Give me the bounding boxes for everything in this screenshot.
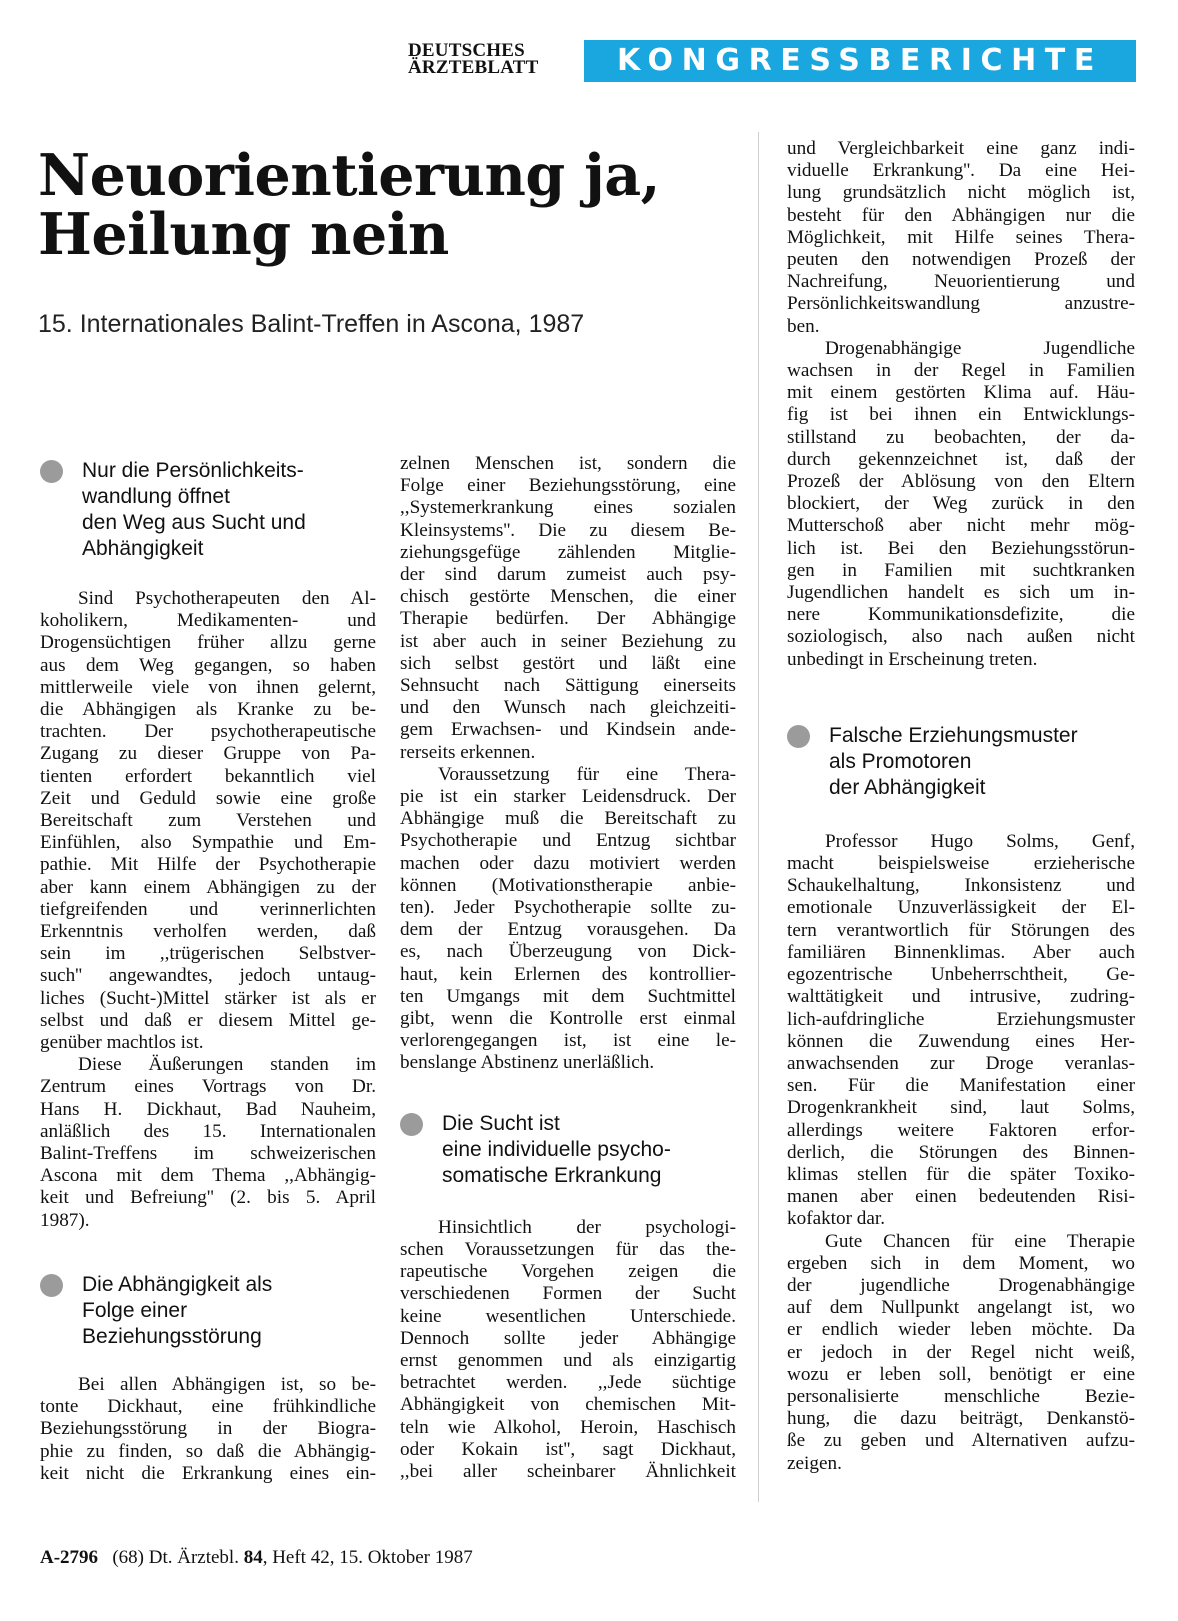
paragraph (40, 588, 376, 1232)
text-line: macht beispielsweise erzieherische (787, 853, 1135, 875)
text-line: kofaktor dar. (787, 1208, 886, 1230)
page-number: A-2796 (40, 1547, 99, 1568)
text-line: walttätigkeit und intrusive, zudring- (787, 986, 1135, 1008)
text-line: Folge einer Beziehungsstörung, eine (400, 475, 736, 497)
text-line: Drogensüchtigen früher allzu gerne (40, 632, 376, 654)
text-line: ergeben sich in dem Moment, wo (787, 1252, 1135, 1274)
text-line: Sind Psychotherapeuten den Al- (78, 588, 376, 609)
text-line: Professor Hugo Solms, Genf, (825, 830, 1135, 852)
text-line: betrachtet werden. ,,Jede süchtige (400, 1372, 736, 1394)
section-heading (40, 1272, 376, 1350)
text-line: Balint-Treffens im schweizerischen (40, 1143, 376, 1165)
bullet-dot-icon (400, 1113, 423, 1136)
text-line: zeigen. (787, 1452, 842, 1474)
text-line: haut, kein Erlernen des kontrollier- (400, 963, 736, 985)
text-line: wozu er leben soll, benötigt er eine (787, 1363, 1135, 1385)
bullet-dot-icon (40, 460, 63, 483)
heading-line: Beziehungsstörung (82, 1324, 262, 1348)
text-line: Abhängigkeit von chemischen Mit- (400, 1394, 736, 1416)
volume-number: 84 (243, 1547, 263, 1568)
paragraph (40, 1374, 376, 1485)
citation-text: (68) Dt. Ärztebl. (112, 1547, 239, 1568)
text-line: es, nach Überzeugung von Dick- (400, 941, 736, 963)
text-line: gem Erwachsen- und Kindsein ande- (400, 719, 736, 741)
text-line: tienten erfordert bekanntlich viel (40, 765, 376, 787)
text-line: und den Wunsch nach gleichzeiti- (400, 697, 736, 719)
section-heading (40, 458, 376, 562)
text-line: auf dem Nullpunkt angelangt ist, wo (787, 1297, 1135, 1319)
text-line: schen Voraussetzungen für das the- (400, 1238, 736, 1260)
text-line: genüber machtlos ist. (40, 1032, 204, 1054)
text-line: pathie. Mit Hilfe der Psychotherapie (40, 854, 376, 876)
journal-logo (408, 42, 580, 76)
text-line: trachten. Der psychotherapeutische (40, 721, 376, 743)
heading-line: Abhängigkeit (82, 537, 204, 560)
text-line: gibt, wenn die Kontrolle erst einmal (400, 1008, 736, 1030)
text-line: rerseits erkennen. (400, 741, 536, 763)
text-line: lich-aufdringliche Erziehungsmuster (787, 1008, 1135, 1030)
text-line: klimas stellen für die später Toxiko- (787, 1163, 1135, 1185)
text-line: mit einem gestörten Klima auf. Häu- (787, 382, 1135, 404)
text-line: rapeutische Vorgehen zeigen die (400, 1261, 736, 1283)
text-line: Kleinsystems''. Die zu diesem Be- (400, 519, 736, 541)
text-line: Sehnsucht nach Sättigung einerseits (400, 675, 736, 697)
column-divider (758, 132, 759, 1502)
heading-line: Die Sucht ist (442, 1111, 560, 1135)
text-line: derlich, die Störungen des Binnen- (787, 1141, 1135, 1163)
text-line: familiären Binnenklimas. Aber auch (787, 941, 1135, 963)
heading-line: somatische Erkrankung (442, 1163, 662, 1187)
text-line: Beziehungsstörung in der Biogra- (40, 1418, 376, 1440)
text-line: keit und Befreiung'' (2. bis 5. April (40, 1187, 376, 1209)
text-line: Diese Äußerungen standen im (78, 1054, 376, 1076)
text-line: Jugendlichen handelt es sich um in- (787, 582, 1135, 604)
text-line: selbst und daß er diesem Mittel ge- (40, 1009, 376, 1031)
text-line: der sind darum zumeist auch psy- (400, 564, 736, 586)
logo-line-2: ÄRZTEBLATT (408, 57, 539, 78)
text-line: keit nicht die Erkrankung eines ein- (40, 1462, 376, 1484)
issue-date: , Heft 42, 15. Oktober 1987 (262, 1547, 473, 1568)
text-line: Gute Chancen für eine Therapie (825, 1230, 1135, 1252)
paragraph (787, 138, 1135, 671)
paragraph (400, 453, 736, 1075)
text-line: manen aber einen bedeutenden Risi- (787, 1186, 1135, 1208)
text-line: ße zu geben und Alternativen aufzu- (787, 1430, 1135, 1452)
text-line: Dennoch sollte jeder Abhängige (400, 1327, 736, 1349)
heading-line: Die Abhängigkeit als (82, 1272, 273, 1296)
text-line: er jedoch in der Regel nicht weiß, (787, 1341, 1135, 1363)
heading-line: eine individuelle psycho- (442, 1137, 671, 1161)
heading-line: wandlung öffnet (82, 485, 230, 508)
text-line: Zugang zu dieser Gruppe von Pa- (40, 743, 376, 765)
text-line: lung grundsätzlich nicht möglich ist, (787, 182, 1135, 204)
text-line: ben. (787, 315, 820, 337)
text-line: Voraussetzung für eine Thera- (438, 763, 736, 785)
text-line: besteht für den Abhängigen nur die (787, 204, 1135, 226)
text-line: Hans H. Dickhaut, Bad Nauheim, (40, 1098, 376, 1120)
text-line: Erkenntnis verholfen werden, daß (40, 921, 376, 943)
bullet-dot-icon (787, 725, 810, 748)
text-line: durch gekennzeichnet ist, daß der (787, 448, 1135, 470)
section-banner: KONGRESSBERICHTE (584, 40, 1136, 82)
section-heading (400, 1111, 736, 1189)
text-line: nere Kommunikationsdefizite, die (787, 604, 1135, 626)
text-line: Schaukelhaltung, Inkonsistenz und (787, 875, 1135, 897)
text-line: ziehungsgefüge zählenden Mitglie- (400, 541, 736, 563)
text-line: liches (Sucht-)Mittel stärker ist als er (40, 987, 376, 1009)
text-line: gen in Familien mit suchtkranken (787, 559, 1135, 581)
text-line: anwachsenden zur Droge veranlas- (787, 1052, 1135, 1074)
text-line: soziologisch, also nach außen nicht (787, 626, 1135, 648)
text-line: zelnen Menschen ist, sondern die (400, 453, 736, 474)
text-line: ist aber auch in seiner Beziehung zu (400, 630, 736, 652)
text-line: können die Zuwendung eines Her- (787, 1030, 1135, 1052)
masthead (408, 40, 1138, 82)
text-line: ,,bei aller scheinbarer Ähnlichkeit (400, 1460, 736, 1482)
column-2 (400, 453, 736, 1483)
text-line: Hinsichtlich der psychologi- (438, 1216, 736, 1238)
text-line: fig ist bei ihnen ein Entwicklungs- (787, 404, 1135, 426)
text-line: wachsen in der Regel in Familien (787, 360, 1135, 382)
text-line: chisch gestörte Menschen, die einer (400, 586, 736, 608)
article-subtitle: 15. Internationales Balint-Treffen in Ascona, 1987 (38, 310, 585, 338)
text-line: tiefgreifenden und verinnerlichten (40, 898, 376, 920)
title-line: Neuorientierung ja, (38, 142, 660, 209)
text-line: dem der Entzug vorausgehen. Da (400, 919, 736, 941)
text-line: egozentrische Unbeherrschtheit, Ge- (787, 964, 1135, 986)
text-line: lich ist. Bei den Beziehungsstörun- (787, 537, 1135, 559)
text-line: verschiedenen Formen der Sucht (400, 1283, 736, 1305)
text-line: Therapie bedürfen. Der Abhängige (400, 608, 736, 630)
text-line: peuten den notwendigen Prozeß der (787, 249, 1135, 271)
text-line: Einfühlen, also Sympathie und Em- (40, 832, 376, 854)
text-line: können (Motivationstherapie anbie- (400, 874, 736, 896)
text-line: Ascona mit dem Thema ,,Abhängig- (40, 1165, 376, 1187)
heading-line: der Abhängigkeit (829, 775, 986, 799)
heading-line: Falsche Erziehungsmuster (829, 723, 1078, 747)
text-line: Bereitschaft zum Verstehen und (40, 810, 376, 832)
text-line: hung, die dazu beiträgt, Denkanstö- (787, 1408, 1135, 1430)
title-line: Heilung nein (38, 201, 449, 268)
text-line: teln wie Alkohol, Heroin, Haschisch (400, 1416, 736, 1438)
text-line: Zeit und Geduld sowie eine große (40, 787, 376, 809)
text-line: Persönlichkeitswandlung anzustre- (787, 293, 1135, 315)
text-line: Prozeß der Ablösung von den Eltern (787, 471, 1135, 493)
text-line: der jugendliche Drogenabhängige (787, 1274, 1135, 1296)
text-line: anläßlich des 15. Internationalen (40, 1120, 376, 1142)
text-line: ten). Jeder Psychotherapie sollte zu- (400, 897, 736, 919)
text-line: stillstand zu beobachten, der da- (787, 426, 1135, 448)
text-line: benslange Abstinenz unerläßlich. (400, 1052, 655, 1074)
logo-line-1: DEUTSCHES (408, 40, 525, 61)
text-line: koholikern, Medikamenten- und (40, 610, 376, 632)
text-line: er endlich wieder leben möchte. Da (787, 1319, 1135, 1341)
text-line: oder Kokain ist'', sagt Dickhaut, (400, 1438, 736, 1460)
text-line: Drogenabhängige Jugendliche (825, 337, 1135, 359)
text-line: tern verantwortlich für Störungen des (787, 919, 1135, 941)
column-3 (787, 138, 1135, 1475)
text-line: unbedingt in Erscheinung treten. (787, 648, 1038, 670)
text-line: Möglichkeit, mit Hilfe seines Thera- (787, 226, 1135, 248)
paragraph (787, 831, 1135, 1475)
text-line: allerdings weitere Faktoren erfor- (787, 1119, 1135, 1141)
text-line: pie ist ein starker Leidensdruck. Der (400, 786, 736, 808)
text-line: sich selbst gestört und läßt eine (400, 652, 736, 674)
heading-line: Nur die Persönlichkeits- (82, 459, 304, 482)
text-line: such'' angewandtes, jedoch untaug- (40, 965, 376, 987)
heading-line: den Weg aus Sucht und (82, 511, 306, 534)
text-line: tonte Dickhaut, eine frühkindliche (40, 1396, 376, 1418)
text-line: machen oder dazu motiviert werden (400, 852, 736, 874)
text-line: die Abhängigen als Kranke zu be- (40, 699, 376, 721)
text-line: aber kann einem Abhängigen zu der (40, 876, 376, 898)
text-line: mittlerweile viele von ihnen gelernt, (40, 676, 376, 698)
heading-line: Folge einer (82, 1298, 188, 1322)
bullet-dot-icon (40, 1274, 63, 1297)
text-line: Mutterschoß aber nicht mehr mög- (787, 515, 1135, 537)
text-line: ernst genommen und als einzigartig (400, 1349, 736, 1371)
text-line: keine wesentlichen Unterschiede. (400, 1305, 736, 1327)
text-line: Nachreifung, Neuorientierung und (787, 271, 1135, 293)
text-line: sen. Für die Manifestation einer (787, 1075, 1135, 1097)
text-line: ,,Systemerkrankung eines sozialen (400, 497, 736, 519)
text-line: und Vergleichbarkeit eine ganz indi- (787, 138, 1135, 159)
text-line: 1987). (40, 1209, 90, 1231)
paragraph (400, 1217, 736, 1483)
column-1 (40, 458, 376, 1485)
text-line: aus dem Weg gegangen, so haben (40, 654, 376, 676)
page-footer (40, 1547, 473, 1569)
heading-line: als Promotoren (829, 749, 972, 773)
section-heading (787, 723, 1135, 801)
text-line: sein im ,,trügerischen Selbstver- (40, 943, 376, 965)
text-line: Psychotherapie und Entzug sichtbar (400, 830, 736, 852)
text-line: personalisierte menschliche Bezie- (787, 1385, 1135, 1407)
text-line: Zentrum eines Vortrags von Dr. (40, 1076, 376, 1098)
text-line: emotionale Unzuverlässigkeit der El- (787, 897, 1135, 919)
text-line: viduelle Erkrankung''. Da eine Hei- (787, 160, 1135, 182)
text-line: blockiert, der Weg zurück in den (787, 493, 1135, 515)
text-line: Abhängige muß die Bereitschaft zu (400, 808, 736, 830)
text-line: verlorengegangen ist, ist eine le- (400, 1030, 736, 1052)
article-title (38, 142, 758, 268)
text-line: Drogenkrankheit sind, laut Solms, (787, 1097, 1135, 1119)
text-line: phie zu finden, so daß die Abhängig- (40, 1440, 376, 1462)
text-line: Bei allen Abhängigen ist, so be- (78, 1373, 376, 1395)
text-line: ten Umgangs mit dem Suchtmittel (400, 985, 736, 1007)
